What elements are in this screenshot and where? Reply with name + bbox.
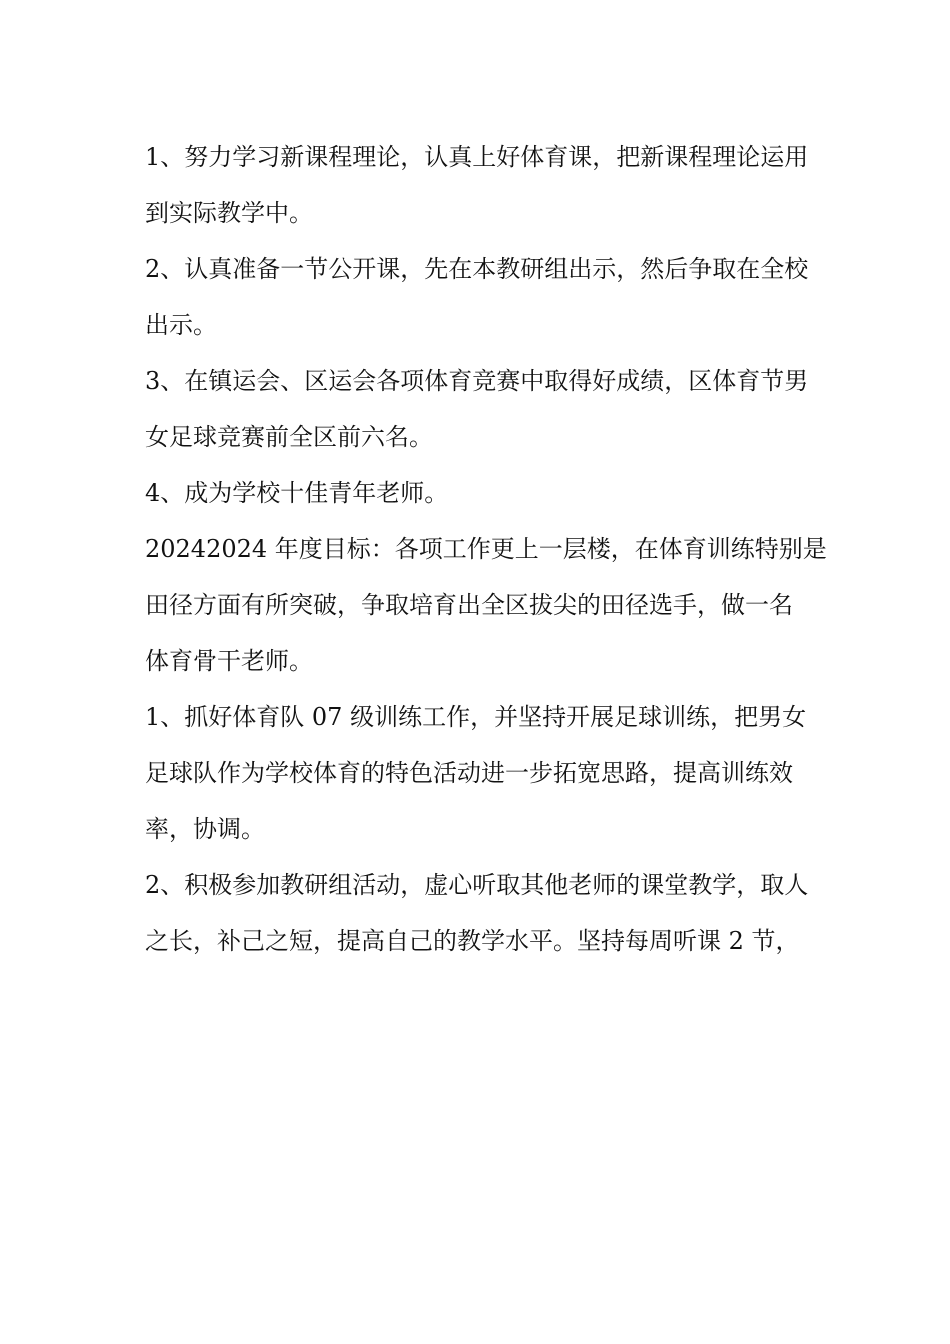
paragraph-goal-1 bbox=[145, 129, 810, 241]
paragraph-goal-4 bbox=[145, 465, 810, 521]
paragraph-task-2 bbox=[145, 857, 810, 969]
paragraph-goal-2 bbox=[145, 241, 810, 353]
text-line: 1、抓好体育队 07 级训练工作，并坚持开展足球训练，把男女 bbox=[145, 703, 807, 731]
document-body bbox=[145, 129, 827, 969]
text-line: 2、积极参加教研组活动，虚心听取其他老师的课堂教学，取人 bbox=[145, 871, 809, 899]
text-line: 率，协调。 bbox=[145, 815, 265, 843]
text-line: 1、努力学习新课程理论，认真上好体育课，把新课程理论运用 bbox=[145, 143, 809, 171]
text-line: 4、成为学校十佳青年老师。 bbox=[145, 479, 449, 507]
text-line: 体育骨干老师。 bbox=[145, 647, 313, 675]
text-line: 到实际教学中。 bbox=[145, 199, 313, 227]
text-line: 女足球竞赛前全区前六名。 bbox=[145, 423, 433, 451]
paragraph-task-1 bbox=[145, 689, 810, 857]
paragraph-goal-3 bbox=[145, 353, 810, 465]
text-line: 田径方面有所突破，争取培育出全区拔尖的田径选手，做一名 bbox=[145, 591, 793, 619]
text-line: 出示。 bbox=[145, 311, 217, 339]
text-line: 3、在镇运会、区运会各项体育竞赛中取得好成绩，区体育节男 bbox=[145, 367, 809, 395]
text-line: 足球队作为学校体育的特色活动进一步拓宽思路，提高训练效 bbox=[145, 759, 793, 787]
text-line: 之长，补己之短，提高自己的教学水平。坚持每周听课 2 节， bbox=[145, 927, 800, 955]
paragraph-annual-target bbox=[145, 521, 827, 689]
text-line: 2、认真准备一节公开课，先在本教研组出示，然后争取在全校 bbox=[145, 255, 809, 283]
text-line: 20242024 年度目标：各项工作更上一层楼，在体育训练特别是 bbox=[145, 535, 827, 563]
